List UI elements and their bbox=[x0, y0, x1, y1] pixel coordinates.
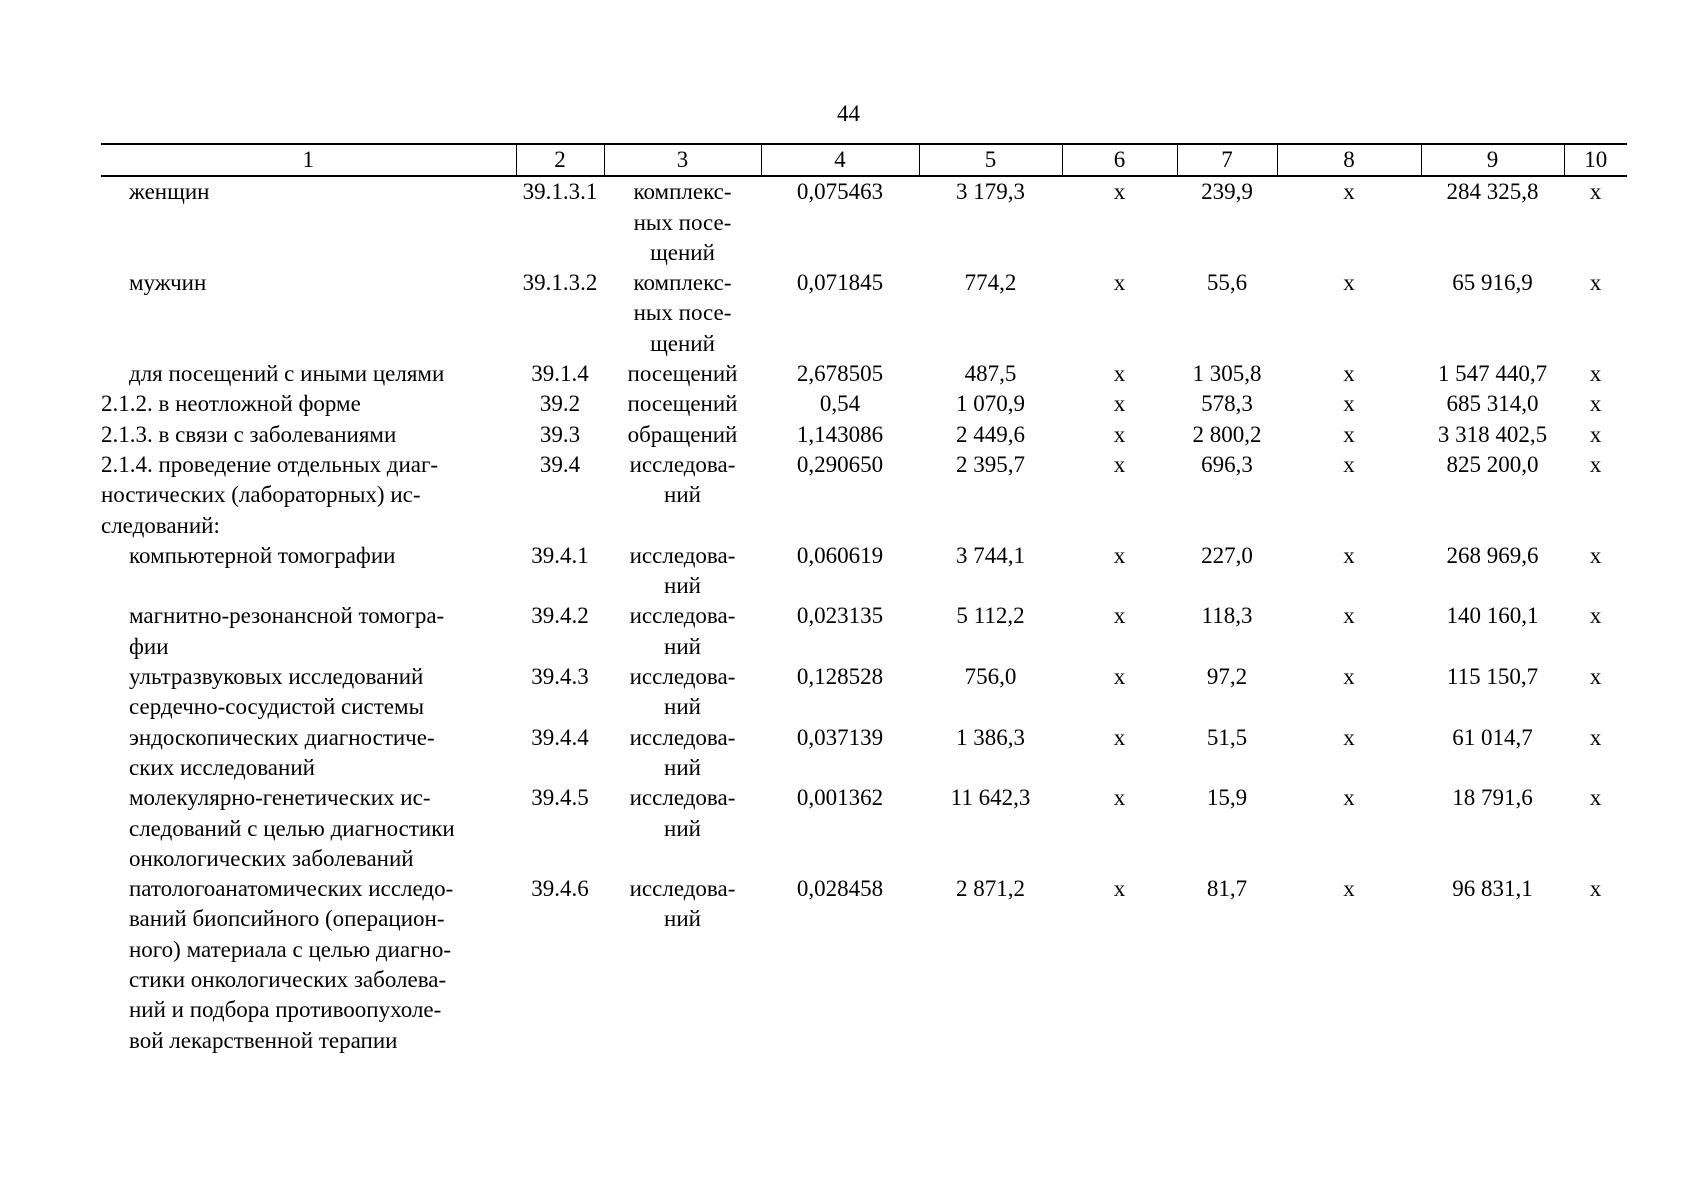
row-col-5: 3 744,1 bbox=[956, 542, 1025, 568]
row-unit: посещений bbox=[627, 391, 738, 417]
row-code: 39.4.5 bbox=[531, 785, 589, 811]
page-number: 44 bbox=[837, 101, 860, 126]
row-name: молекулярно-генетических ис- следований с целью диагностики онкологических заболеваний bbox=[129, 785, 455, 871]
row-unit: обращений bbox=[627, 421, 738, 447]
column-header-3: 3 bbox=[604, 144, 761, 176]
row-unit: исследова- ний bbox=[629, 451, 736, 508]
row-col-4: 0,037139 bbox=[796, 724, 884, 750]
row-unit: посещений bbox=[627, 361, 738, 387]
table-row bbox=[101, 662, 1627, 723]
column-header-4: 4 bbox=[761, 144, 919, 176]
row-col-4: 0,290650 bbox=[796, 451, 884, 477]
row-col-7: 696,3 bbox=[1201, 451, 1253, 477]
row-code: 39.4.2 bbox=[531, 603, 589, 629]
row-col-9: 115 150,7 bbox=[1446, 664, 1539, 690]
row-col-7: 2 800,2 bbox=[1192, 421, 1262, 447]
row-col-5: 487,5 bbox=[964, 361, 1017, 387]
row-col-10: х bbox=[1589, 391, 1602, 417]
row-col-5: 756,0 bbox=[964, 664, 1017, 690]
row-code: 39.3 bbox=[539, 421, 581, 447]
table-row bbox=[101, 541, 1627, 602]
row-col-10: х bbox=[1589, 451, 1602, 477]
row-col-6: х bbox=[1113, 724, 1126, 750]
row-col-7: 1 305,8 bbox=[1192, 361, 1262, 387]
row-col-10: х bbox=[1589, 179, 1602, 205]
row-col-7: 118,3 bbox=[1201, 603, 1253, 629]
row-col-5: 1 386,3 bbox=[956, 724, 1025, 750]
row-name: магнитно-резонансной томогра- фии bbox=[129, 603, 445, 659]
row-unit: комплекс- ных посе- щений bbox=[633, 179, 732, 265]
table-row bbox=[101, 783, 1627, 874]
row-col-7: 578,3 bbox=[1201, 391, 1253, 417]
row-col-9: 284 325,8 bbox=[1446, 179, 1539, 205]
row-col-4: 0,001362 bbox=[796, 785, 884, 811]
tariff-table bbox=[101, 143, 1627, 1056]
row-col-5: 2 871,2 bbox=[956, 876, 1025, 902]
row-col-6: х bbox=[1113, 603, 1126, 629]
row-col-8: х bbox=[1343, 542, 1355, 568]
row-col-6: х bbox=[1113, 179, 1126, 205]
row-col-5: 2 395,7 bbox=[956, 451, 1025, 477]
row-col-7: 51,5 bbox=[1206, 724, 1248, 750]
column-header-7: 7 bbox=[1177, 144, 1277, 176]
row-col-8: х bbox=[1343, 421, 1355, 447]
row-col-10: х bbox=[1589, 270, 1602, 296]
row-code: 39.1.3.2 bbox=[522, 270, 598, 296]
row-col-4: 0,071845 bbox=[796, 270, 884, 296]
row-col-8: х bbox=[1343, 391, 1355, 417]
row-code: 39.4.4 bbox=[531, 724, 589, 750]
row-col-6: х bbox=[1113, 451, 1126, 477]
row-name: 2.1.2. в неотложной форме bbox=[101, 391, 361, 417]
row-col-5: 2 449,6 bbox=[956, 421, 1025, 447]
row-col-9: 825 200,0 bbox=[1446, 451, 1539, 477]
row-col-9: 61 014,7 bbox=[1452, 724, 1533, 750]
row-code: 39.1.4 bbox=[531, 361, 589, 387]
row-unit: исследова- ний bbox=[629, 876, 736, 932]
table-row bbox=[101, 723, 1627, 784]
header-row bbox=[101, 144, 1627, 176]
table-row bbox=[101, 601, 1627, 662]
row-name: эндоскопических диагностиче- ских исследований bbox=[129, 724, 435, 780]
column-header-6: 6 bbox=[1062, 144, 1177, 176]
row-col-5: 3 179,3 bbox=[956, 179, 1025, 205]
table-body bbox=[101, 176, 1627, 1056]
row-name: мужчин bbox=[129, 270, 207, 296]
row-col-8: х bbox=[1343, 179, 1355, 205]
column-header-1: 1 bbox=[101, 144, 516, 176]
row-col-5: 774,2 bbox=[964, 270, 1017, 296]
row-col-5: 11 642,3 bbox=[950, 785, 1031, 811]
row-col-9: 268 969,6 bbox=[1446, 542, 1539, 568]
table-header bbox=[101, 144, 1627, 176]
column-header-2: 2 bbox=[516, 144, 604, 176]
row-name: патологоанатомических исследо- ваний биопсийного (операцион- ного) материала с целью диагно- стики онкологических заболева- ний и подбора противоопухоле- вой лекарственной терапии bbox=[129, 876, 454, 1053]
row-col-7: 55,6 bbox=[1206, 270, 1248, 296]
table-row bbox=[101, 874, 1627, 1056]
row-col-9: 96 831,1 bbox=[1452, 876, 1533, 902]
row-col-8: х bbox=[1343, 785, 1355, 811]
row-col-8: х bbox=[1343, 361, 1355, 387]
row-col-10: х bbox=[1589, 876, 1602, 902]
row-col-8: х bbox=[1343, 270, 1355, 296]
row-code: 39.4.3 bbox=[531, 664, 589, 690]
column-header-9: 9 bbox=[1421, 144, 1564, 176]
table-row bbox=[101, 420, 1627, 450]
row-unit: исследова- ний bbox=[629, 603, 736, 659]
row-name: женщин bbox=[129, 179, 210, 205]
row-name: 2.1.3. в связи с заболеваниями bbox=[101, 421, 397, 447]
row-col-10: х bbox=[1589, 542, 1602, 568]
row-col-6: х bbox=[1113, 421, 1126, 447]
row-code: 39.2 bbox=[539, 391, 581, 417]
table-row bbox=[101, 389, 1627, 419]
row-col-4: 0,028458 bbox=[796, 876, 884, 902]
row-col-6: х bbox=[1113, 542, 1126, 568]
row-col-4: 2,678505 bbox=[796, 361, 884, 387]
row-col-9: 1 547 440,7 bbox=[1437, 361, 1548, 387]
row-col-8: х bbox=[1343, 664, 1355, 690]
row-col-4: 0,54 bbox=[819, 391, 861, 417]
row-col-9: 18 791,6 bbox=[1452, 785, 1533, 811]
row-col-8: х bbox=[1343, 876, 1355, 902]
row-unit: исследова- ний bbox=[629, 542, 736, 599]
row-col-8: х bbox=[1343, 724, 1355, 750]
row-col-7: 81,7 bbox=[1206, 876, 1248, 902]
row-col-6: х bbox=[1113, 664, 1126, 690]
row-col-6: х bbox=[1113, 876, 1126, 902]
row-col-6: х bbox=[1113, 270, 1126, 296]
row-code: 39.4.6 bbox=[531, 876, 589, 902]
row-col-8: х bbox=[1343, 603, 1355, 629]
row-col-10: х bbox=[1589, 421, 1602, 447]
row-name: ультразвуковых исследований сердечно-сосудистой системы bbox=[129, 664, 425, 720]
row-col-6: х bbox=[1113, 361, 1126, 387]
table-row bbox=[101, 359, 1627, 389]
row-unit: исследова- ний bbox=[629, 724, 736, 780]
row-col-4: 0,023135 bbox=[796, 603, 884, 629]
row-col-7: 97,2 bbox=[1206, 664, 1248, 690]
column-header-8: 8 bbox=[1277, 144, 1421, 176]
column-header-5: 5 bbox=[919, 144, 1062, 176]
table-row bbox=[101, 450, 1627, 541]
row-col-10: х bbox=[1589, 603, 1602, 629]
row-col-9: 3 318 402,5 bbox=[1437, 421, 1548, 447]
row-col-10: х bbox=[1589, 664, 1602, 690]
row-col-10: х bbox=[1589, 724, 1602, 750]
row-col-7: 239,9 bbox=[1201, 179, 1253, 205]
row-col-5: 5 112,2 bbox=[956, 603, 1025, 629]
row-col-4: 0,060619 bbox=[796, 542, 884, 568]
row-code: 39.1.3.1 bbox=[522, 179, 598, 205]
row-code: 39.4 bbox=[539, 451, 581, 477]
row-col-7: 227,0 bbox=[1201, 542, 1253, 568]
row-col-5: 1 070,9 bbox=[956, 391, 1025, 417]
table-row bbox=[101, 176, 1627, 268]
row-col-8: х bbox=[1343, 451, 1355, 477]
row-unit: комплекс- ных посе- щений bbox=[633, 270, 732, 356]
row-col-9: 65 916,9 bbox=[1452, 270, 1533, 296]
row-col-9: 140 160,1 bbox=[1446, 603, 1539, 629]
row-code: 39.4.1 bbox=[531, 542, 589, 568]
row-col-4: 0,075463 bbox=[796, 179, 884, 205]
row-name: для посещений с иными целями bbox=[129, 361, 445, 387]
row-col-4: 1,143086 bbox=[796, 421, 884, 447]
column-header-10: 10 bbox=[1564, 144, 1627, 176]
row-unit: исследова- ний bbox=[629, 664, 736, 720]
row-col-10: х bbox=[1589, 361, 1602, 387]
table-row bbox=[101, 268, 1627, 359]
row-col-9: 685 314,0 bbox=[1446, 391, 1539, 417]
row-col-6: х bbox=[1113, 391, 1126, 417]
row-col-10: х bbox=[1589, 785, 1602, 811]
row-name: 2.1.4. проведение отдельных диаг- ностических (лабораторных) ис- следований: bbox=[101, 451, 439, 538]
row-unit: исследова- ний bbox=[629, 785, 736, 841]
row-col-4: 0,128528 bbox=[796, 664, 884, 690]
row-name: компьютерной томографии bbox=[129, 542, 396, 568]
row-col-6: х bbox=[1113, 785, 1126, 811]
row-col-7: 15,9 bbox=[1206, 785, 1248, 811]
